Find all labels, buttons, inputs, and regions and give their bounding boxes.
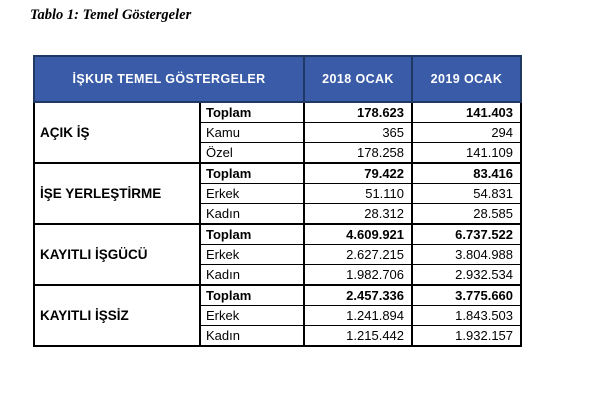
value-2019: 294 [412, 123, 521, 143]
value-2019: 54.831 [412, 184, 521, 204]
value-2019: 6.737.522 [412, 224, 521, 245]
value-2018: 1.241.894 [304, 306, 412, 326]
table-row [34, 102, 521, 123]
row-label: Toplam [200, 163, 304, 184]
category-acik-is: AÇIK İŞ [34, 102, 200, 163]
table-row [34, 224, 521, 245]
value-2018: 178.623 [304, 102, 412, 123]
row-label: Kadın [200, 204, 304, 225]
value-2018: 4.609.921 [304, 224, 412, 245]
row-label: Erkek [200, 306, 304, 326]
category-ise-yerlestirme: İŞE YERLEŞTİRME [34, 163, 200, 224]
value-2019: 141.403 [412, 102, 521, 123]
row-label: Erkek [200, 184, 304, 204]
page-title: Tablo 1: Temel Göstergeler [30, 7, 192, 23]
row-label: Kadın [200, 326, 304, 347]
value-2019: 3.804.988 [412, 245, 521, 265]
category-kayitli-issiz: KAYITLI İŞSİZ [34, 285, 200, 346]
value-2019: 1.932.157 [412, 326, 521, 347]
table-row [34, 163, 521, 184]
value-2018: 51.110 [304, 184, 412, 204]
value-2019: 2.932.534 [412, 265, 521, 286]
value-2018: 79.422 [304, 163, 412, 184]
row-label: Erkek [200, 245, 304, 265]
value-2018: 1.215.442 [304, 326, 412, 347]
header-2018-ocak: 2018 OCAK [304, 56, 412, 102]
row-label: Kadın [200, 265, 304, 286]
value-2019: 141.109 [412, 143, 521, 164]
category-kayitli-isgucu: KAYITLI İŞGÜCÜ [34, 224, 200, 285]
row-label: Toplam [200, 285, 304, 306]
value-2019: 3.775.660 [412, 285, 521, 306]
header-2019-ocak: 2019 OCAK [412, 56, 521, 102]
value-2018: 2.627.215 [304, 245, 412, 265]
table-row [34, 285, 521, 306]
row-label: Toplam [200, 224, 304, 245]
value-2018: 28.312 [304, 204, 412, 225]
value-2018: 1.982.706 [304, 265, 412, 286]
value-2018: 2.457.336 [304, 285, 412, 306]
value-2018: 178.258 [304, 143, 412, 164]
table-header-row [34, 56, 521, 102]
value-2019: 28.585 [412, 204, 521, 225]
value-2019: 83.416 [412, 163, 521, 184]
row-label: Toplam [200, 102, 304, 123]
value-2019: 1.843.503 [412, 306, 521, 326]
row-label: Kamu [200, 123, 304, 143]
header-main: İŞKUR TEMEL GÖSTERGELER [34, 56, 304, 102]
value-2018: 365 [304, 123, 412, 143]
iskur-indicators-table [33, 55, 522, 347]
row-label: Özel [200, 143, 304, 164]
